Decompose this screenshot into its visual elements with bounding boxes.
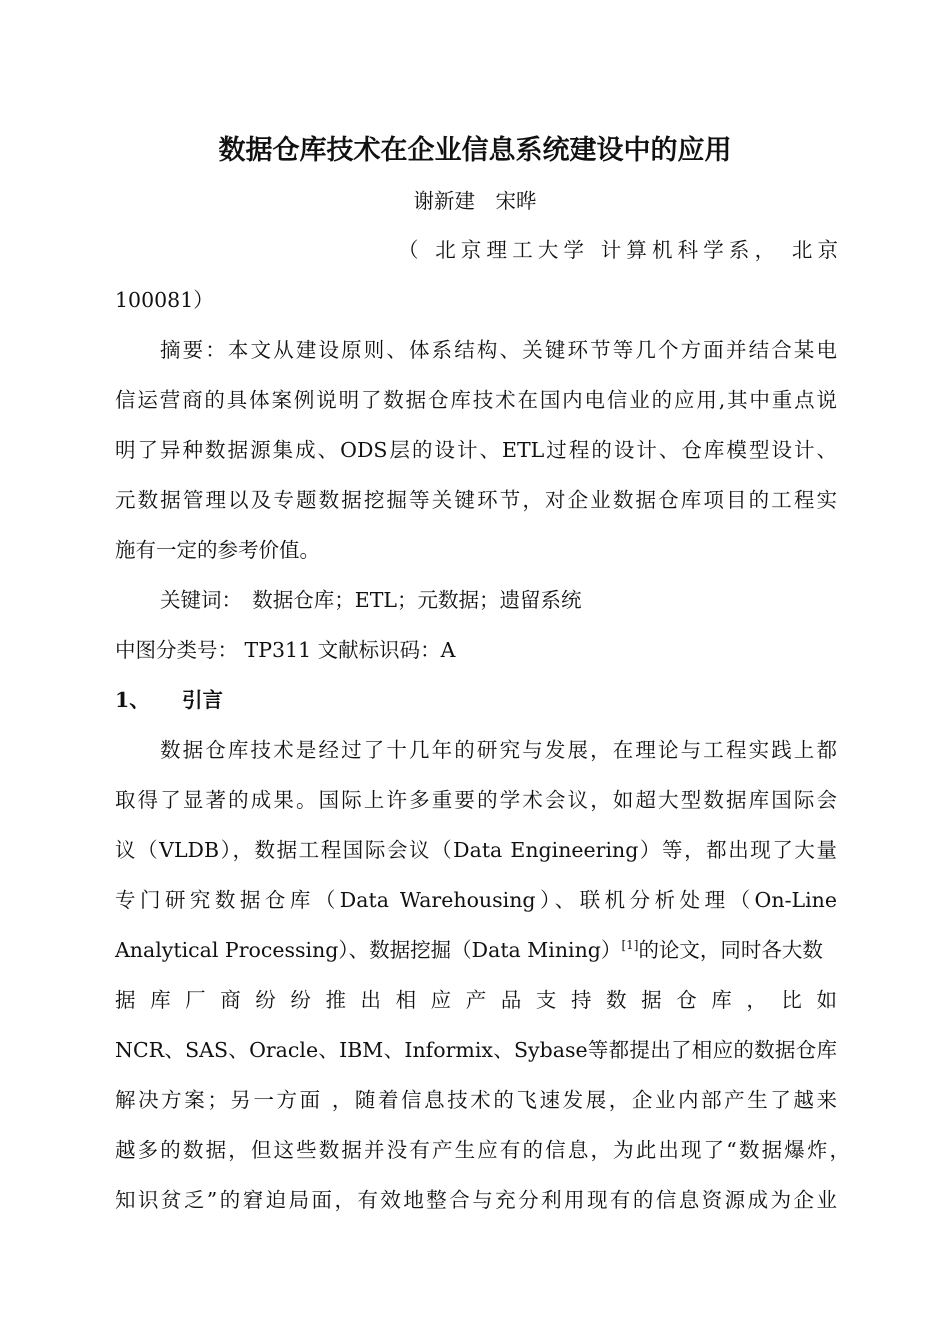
- body-line: 取得了显著的成果。国际上许多重要的学术会议，如超大型数据库国际会: [115, 788, 837, 812]
- body-line-with-citation: [115, 940, 823, 961]
- paper-authors: 谢新建 宋晔: [413, 189, 537, 213]
- keywords: 关键词： 数据仓库；ETL；元数据；遗留系统: [160, 588, 582, 612]
- section-number: 1、: [115, 688, 150, 712]
- abstract-line: 信运营商的具体案例说明了数据仓库技术在国内电信业的应用,其中重点说: [115, 388, 837, 412]
- abstract-line: 明了异种数据源集成、ODS层的设计、ETL过程的设计、仓库模型设计、: [115, 438, 837, 462]
- affiliation-line-2: 100081）: [115, 288, 214, 312]
- body-line: 越多的数据，但这些数据并没有产生应有的信息，为此出现了“数据爆炸，: [115, 1138, 850, 1162]
- body-line: 专门研究数据仓库（Data Warehousing）、联机分析处理（On-Line: [115, 888, 837, 912]
- abstract-line: 施有一定的参考价值。: [115, 538, 320, 562]
- body-line: NCR、SAS、Oracle、IBM、Informix、Sybase等都提出了相应的数据仓库: [115, 1038, 837, 1062]
- abstract-line: 元数据管理以及专题数据挖掘等关键环节，对企业数据仓库项目的工程实: [115, 488, 837, 512]
- citation-ref: [1]: [621, 938, 639, 952]
- paper-title: 数据仓库技术在企业信息系统建设中的应用: [218, 135, 732, 166]
- body-line: 议（VLDB），数据工程国际会议（Data Engineering）等，都出现了大量: [115, 838, 837, 862]
- section-title: 引言: [182, 688, 223, 712]
- classification: 中图分类号： TP311 文献标识码：A: [115, 638, 456, 662]
- body-line: 据库厂商纷纷推出相应产品支持数据仓库，比如: [115, 988, 837, 1012]
- affiliation-line-1: （ 北京理工大学 计算机科学系， 北京: [398, 238, 838, 262]
- body-text-segment: Analytical Processing）、数据挖掘（Data Mining）: [115, 938, 622, 962]
- body-line: 知识贫乏”的窘迫局面，有效地整合与充分利用现有的信息资源成为企业: [115, 1188, 837, 1212]
- body-line: 解决方案；另一方面 ，随着信息技术的飞速发展，企业内部产生了越来: [115, 1088, 837, 1112]
- body-line: 数据仓库技术是经过了十几年的研究与发展，在理论与工程实践上都: [160, 738, 837, 762]
- abstract-line: 摘要：本文从建设原则、体系结构、关键环节等几个方面并结合某电: [160, 338, 837, 362]
- body-text-segment: 的论文，同时各大数: [638, 938, 823, 962]
